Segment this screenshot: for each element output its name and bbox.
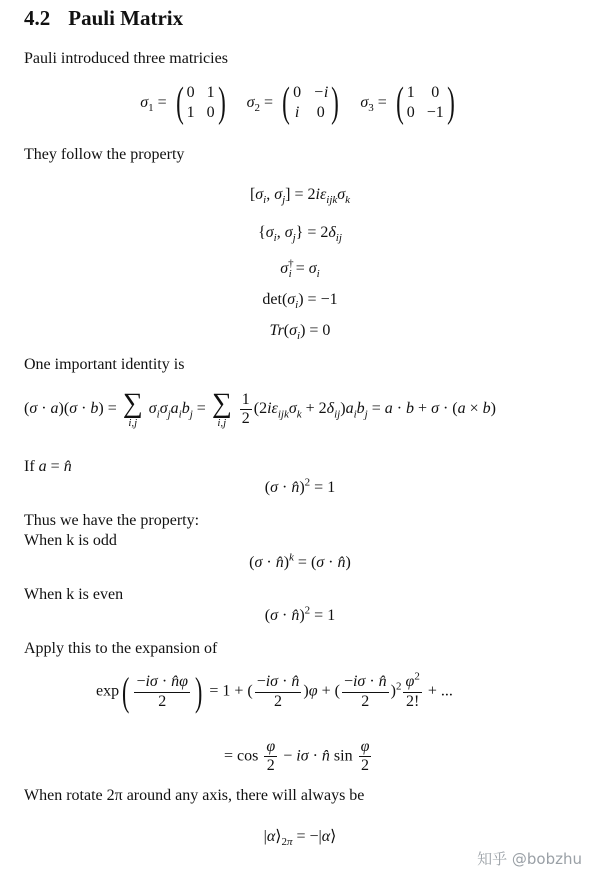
matrix-sigma2: $\sigma_2$ = ( 0 −i i 0 ): [246, 80, 340, 126]
section-heading: [24, 6, 183, 31]
rotation-equation: $|\alpha⟩_{2\pi}$ = −|α⟩: [263, 828, 337, 849]
watermark: 知乎 @bobzhu: [477, 850, 582, 868]
hermitian-equation: $\sigma^\dagger_i = \sigma_i$: [280, 257, 320, 281]
matrix-sigma1: $\sigma_1$ = ( 0 1 1 0 ): [140, 80, 226, 126]
section-title: Pauli Matrix: [68, 6, 184, 30]
expansion-equation: exp( $\frac{-i\sigma \cdot n̂\varphi}{2}$ ) = 1 + ( $\frac{-i\sigma \cdot n̂}{2}$ )φ + ( $\frac{-i\sigma \cdot n̂}{2}$ )$^2$ $\frac{\varphi^2}{2!}$ + ...: [96, 669, 453, 714]
section-number: 4.2: [24, 6, 51, 30]
identity-equation: (σ · a)(σ · b) = ∑ i,j $\sigma_i\sigma_ja_ib_j$ = ∑ i,j $\frac{1}{2}$ $(2i\varepsilon_{ijk}\sigma_k + 2\delta_{ij})a_ib_j = a \cdot b + \sigma \cdot (a \times b)$: [24, 388, 496, 429]
matrix-sigma3: $\sigma_3$ = ( 1 0 0 −1 ): [360, 80, 455, 126]
determinant-equation: $\det(\sigma_i) = -1$: [262, 291, 338, 312]
if-n-text: If a = n̂: [24, 458, 72, 475]
commutator-equation: [$\sigma_i$, $\sigma_j] = 2i\varepsilon_{ijk}\sigma_k$: [249, 186, 351, 207]
odd-text: When k is odd: [24, 532, 117, 549]
even-equation: (σ · n̂)$^2$ = 1: [264, 604, 336, 624]
n-squared-equation: (σ · n̂)$^2$ = 1: [264, 476, 336, 496]
odd-equation: (σ · n̂)$^k$ = (σ · n̂): [249, 551, 351, 571]
identity-text: One important identity is: [24, 356, 185, 373]
even-text: When k is even: [24, 586, 124, 603]
pauli-matrices: [0, 82, 600, 124]
trace-equation: $Tr(\sigma_i) = 0$: [269, 322, 331, 343]
apply-text: Apply this to the expansion of: [24, 640, 218, 657]
rotate-text: When rotate 2π around any axis, there will always be: [24, 787, 365, 804]
thus-text: Thus we have the property:: [24, 512, 200, 529]
anticommutator-equation: {$\sigma_i$, $\sigma_j\} = 2\delta_{ij}$: [258, 224, 342, 245]
intro-text: Pauli introduced three matricies: [24, 50, 228, 67]
cos-sin-equation: = cos $\frac{\varphi}{2}$ − iσ · n̂ sin $\frac{\varphi}{2}$: [224, 738, 370, 775]
property-text: They follow the property: [24, 146, 185, 163]
